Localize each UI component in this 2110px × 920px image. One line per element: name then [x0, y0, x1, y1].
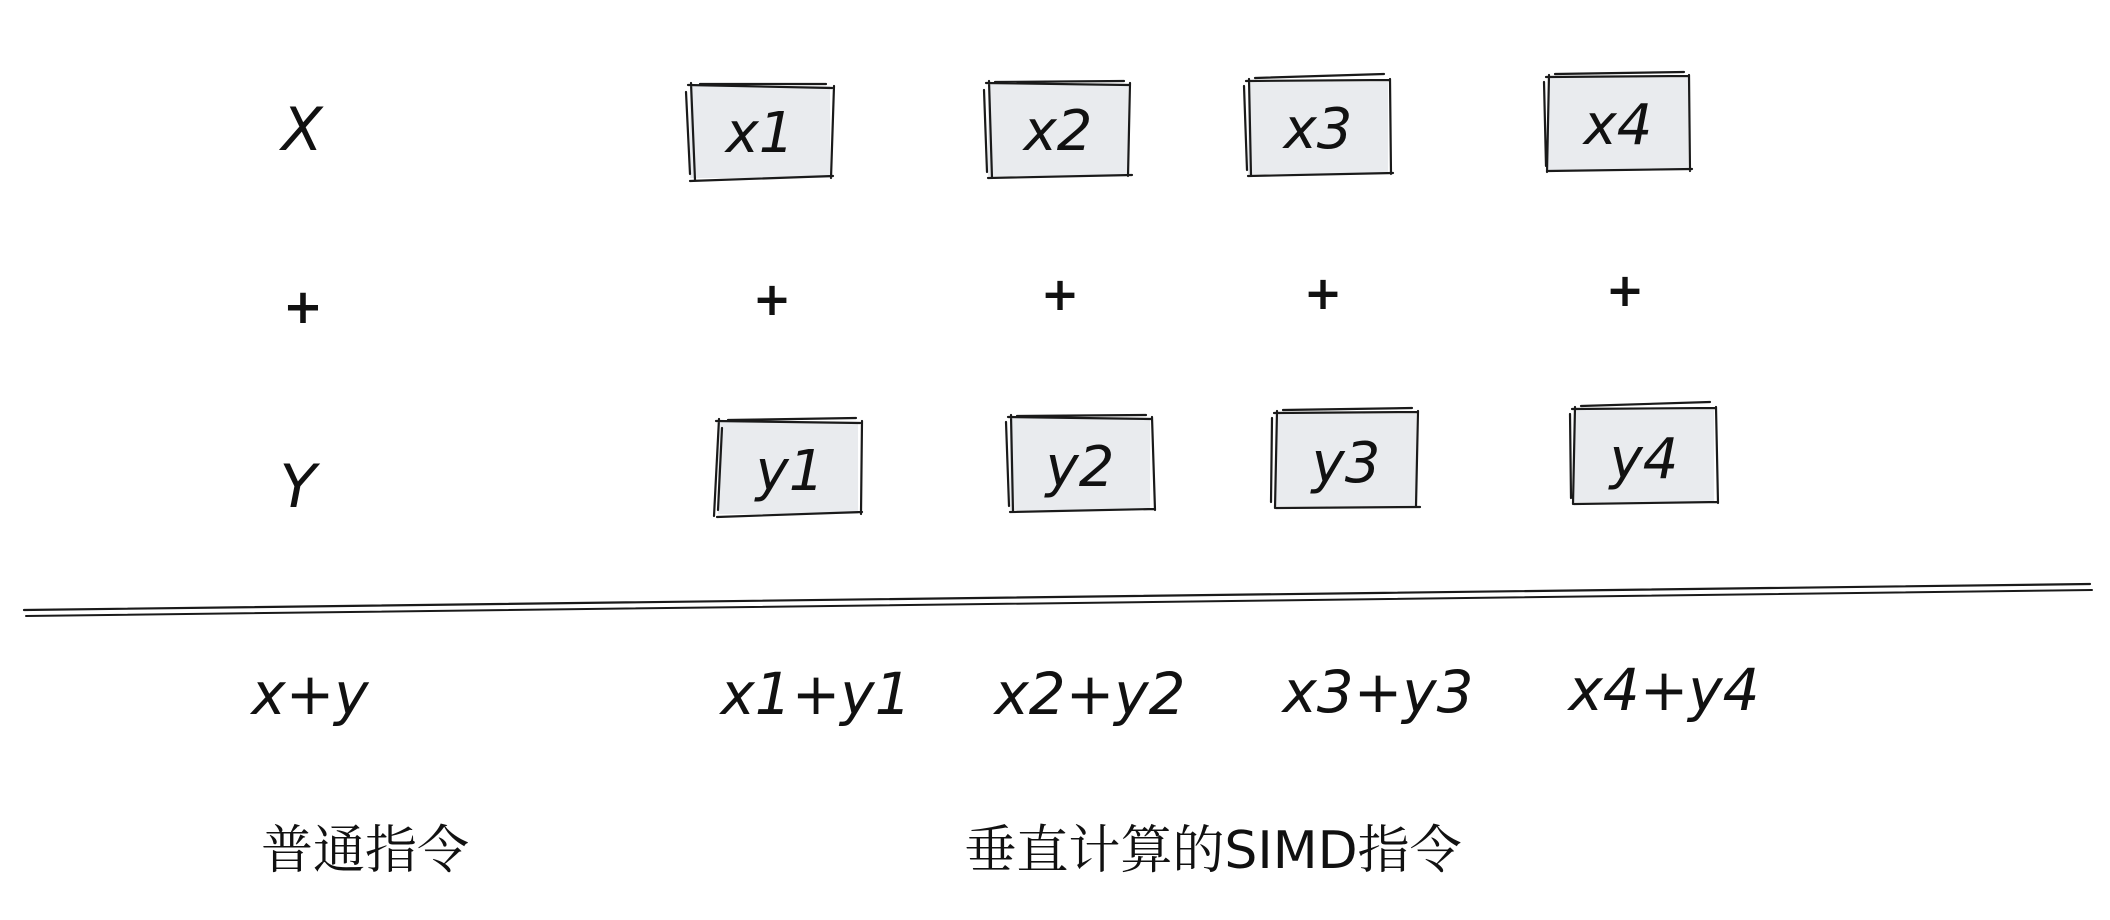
sum-divider	[24, 584, 2092, 616]
y1-label: y1	[755, 439, 825, 504]
y2-box	[1006, 415, 1155, 512]
x3-box	[1244, 74, 1393, 176]
x4-label: x4	[1583, 93, 1653, 158]
x2-label: x2	[1023, 99, 1093, 164]
result-lane-3: x3+y3	[1282, 658, 1474, 726]
result-lane-1: x1+y1	[720, 660, 912, 728]
y1-box	[714, 418, 862, 517]
results-row	[249, 656, 1759, 728]
y3-label: y3	[1311, 431, 1381, 496]
y3-box	[1271, 408, 1420, 508]
plus-lane-1: +	[752, 272, 792, 326]
plus-lane-3: +	[1303, 266, 1343, 320]
y4-label: y4	[1609, 427, 1679, 492]
scalar-column	[278, 95, 324, 522]
result-lane-4: x4+y4	[1568, 656, 1760, 724]
y4-box	[1570, 402, 1718, 504]
captions	[261, 821, 1462, 881]
scalar-y-label: Y	[279, 452, 317, 522]
plus-lane-4: +	[1605, 263, 1645, 317]
y2-label: y2	[1045, 435, 1115, 500]
x3-label: x3	[1283, 97, 1353, 162]
scalar-x-label: X	[281, 95, 323, 165]
simd-x-register	[686, 72, 1692, 181]
scalar-result: x+y	[251, 660, 369, 728]
x4-box	[1544, 72, 1692, 172]
x2-box	[984, 81, 1132, 178]
simd-caption: 垂直计算的SIMD指令	[964, 821, 1462, 881]
scalar-caption: 普通指令	[260, 821, 470, 881]
scalar-plus: +	[282, 279, 324, 335]
plus-lane-2: +	[1040, 267, 1080, 321]
simd-y-register	[714, 402, 1718, 517]
simd-plus-row	[753, 263, 1645, 326]
result-lane-2: x2+y2	[994, 660, 1186, 728]
x1-box	[686, 83, 834, 181]
x1-label: x1	[725, 101, 795, 166]
